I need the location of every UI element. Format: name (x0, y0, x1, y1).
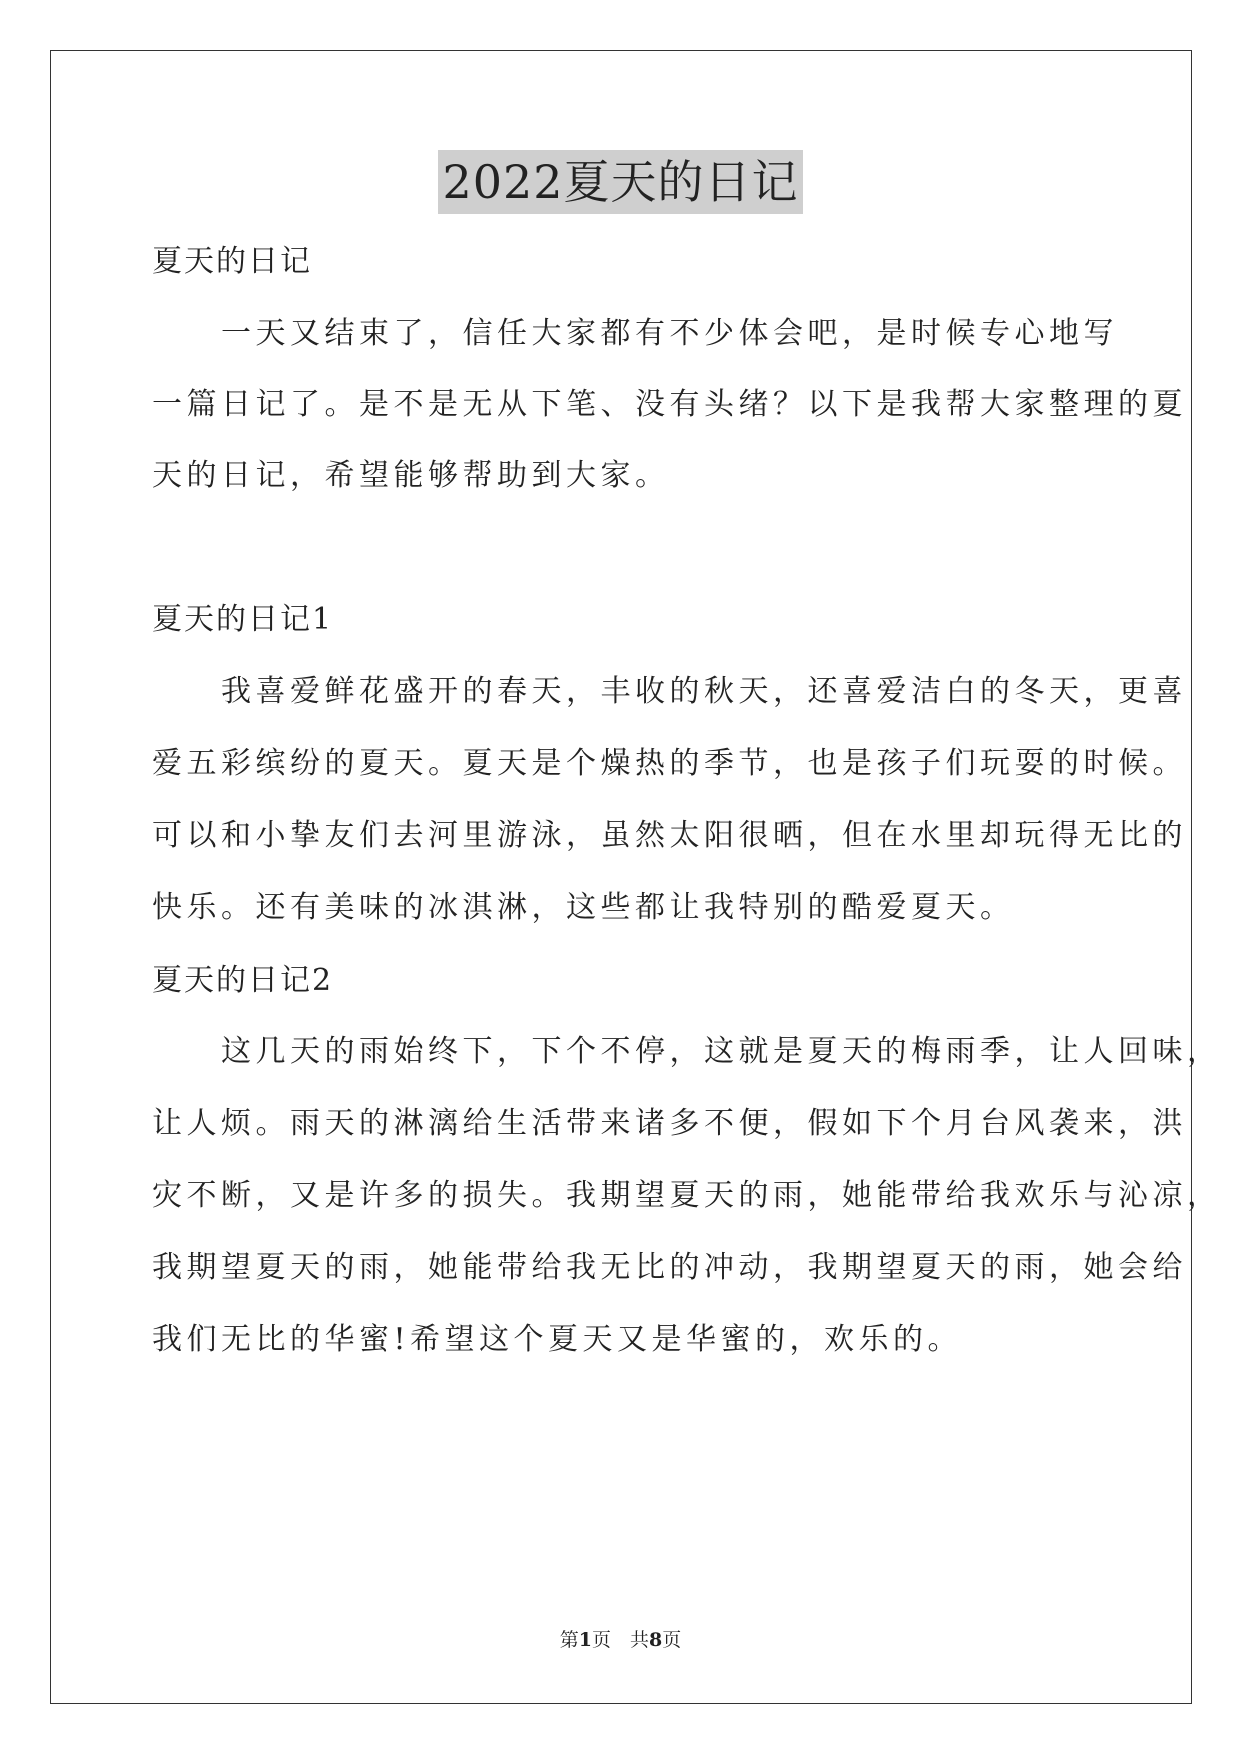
section2-line-5: 我们无比的华蜜!希望这个夏天又是华蜜的，欢乐的。 (152, 1322, 963, 1357)
section1-line-3: 可以和小挚友们去河里游泳，虽然太阳很晒，但在水里却玩得无比的 (152, 818, 1187, 853)
section2-line-2: 让人烦。雨天的淋漓给生活带来诸多不便，假如下个月台风袭来，洪 (152, 1106, 1187, 1141)
footer-prefix: 第 (559, 1629, 579, 1651)
section1-line-4: 快乐。还有美味的冰淇淋，这些都让我特别的酷爱夏天。 (152, 890, 1015, 925)
section2-line-4: 我期望夏天的雨，她能带给我无比的冲动，我期望夏天的雨，她会给 (152, 1250, 1187, 1285)
footer-mid: 页 共 (591, 1629, 649, 1651)
page-footer (0, 1628, 1241, 1652)
intro-line-3: 天的日记，希望能够帮助到大家。 (152, 458, 670, 493)
section2-heading: 夏天的日记2 (152, 963, 334, 998)
section2-line-1: 这几天的雨始终下，下个不停，这就是夏天的梅雨季，让人回味， (152, 1034, 1222, 1069)
section2-line-3: 灾不断，又是许多的损失。我期望夏天的雨，她能带给我欢乐与沁凉， (152, 1178, 1222, 1213)
intro-line-1: 一天又结束了，信任大家都有不少体会吧，是时候专心地写 (152, 316, 1118, 351)
page-border (50, 50, 1192, 1704)
section1-line-1: 我喜爱鲜花盛开的春天，丰收的秋天，还喜爱洁白的冬天，更喜 (152, 674, 1187, 709)
footer-page-total: 8 (649, 1629, 663, 1651)
section1-heading: 夏天的日记1 (152, 602, 334, 637)
footer-suffix: 页 (662, 1629, 682, 1651)
footer-page-number: 1 (578, 1629, 592, 1651)
intro-line-2: 一篇日记了。是不是无从下笔、没有头绪？以下是我帮大家整理的夏 (152, 387, 1187, 422)
document-title: 2022夏天的日记 (0, 150, 1241, 219)
section1-line-2: 爱五彩缤纷的夏天。夏天是个燥热的季节，也是孩子们玩耍的时候。 (152, 746, 1187, 781)
intro-heading: 夏天的日记 (152, 244, 312, 279)
